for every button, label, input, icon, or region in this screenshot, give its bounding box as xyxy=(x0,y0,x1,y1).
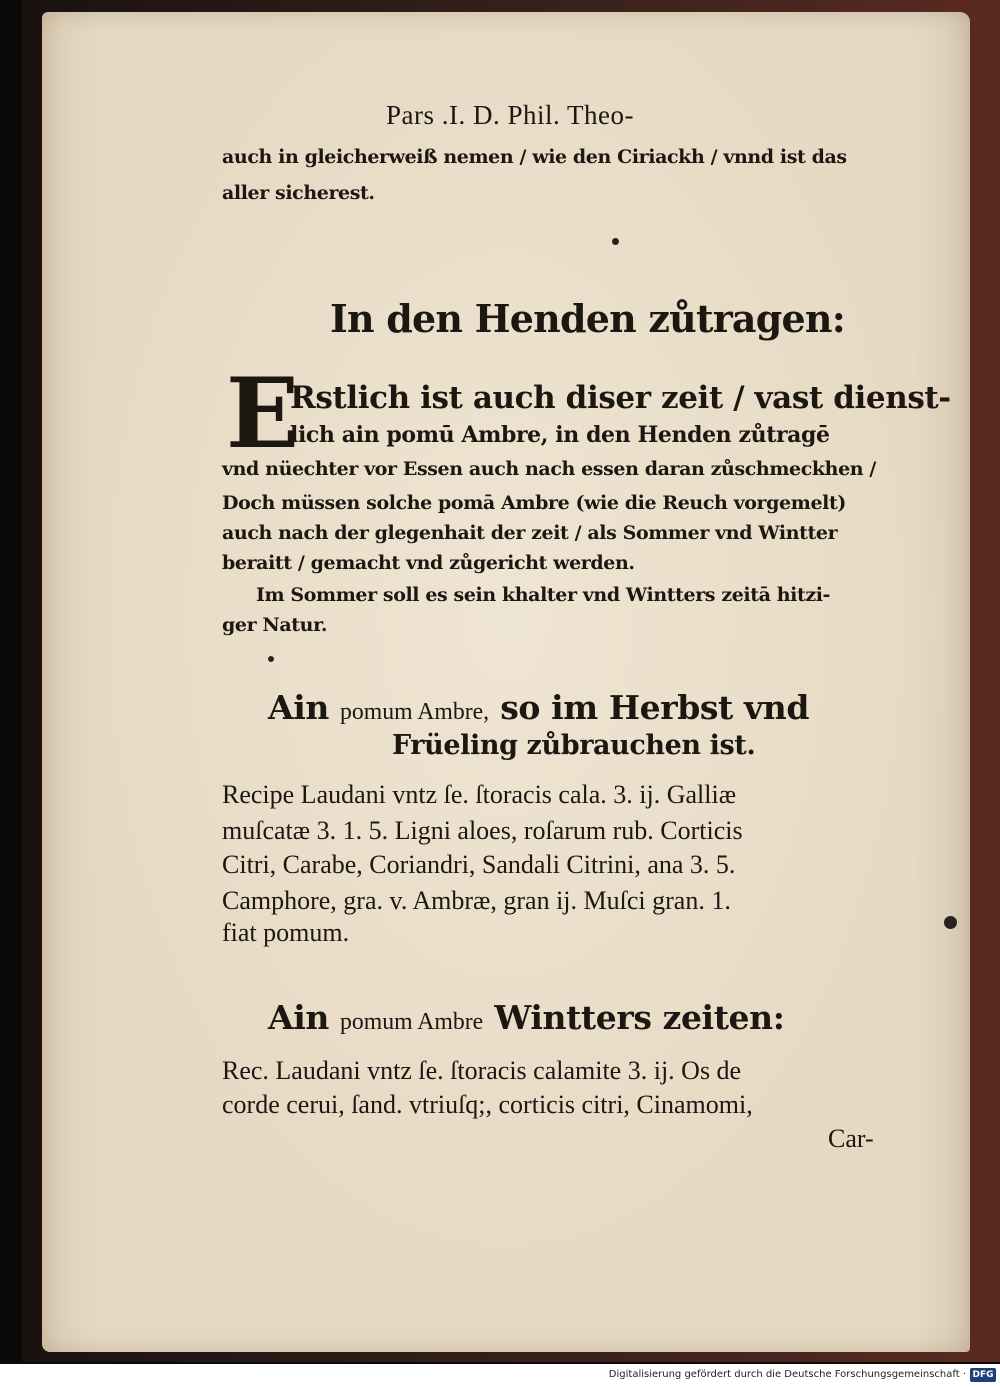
dfg-logo-icon: DFG xyxy=(970,1368,996,1382)
body-line-6: beraitt / gemacht vnd zůgericht werden. xyxy=(222,552,635,574)
heading-word-ain: Ain xyxy=(268,998,329,1037)
running-head: Pars .I. D. Phil. Theo- xyxy=(386,100,634,130)
body-line-4: Doch müssen solche pomā Ambre (wie die Reuch vorgemelt) xyxy=(222,492,846,514)
section-heading-wintters xyxy=(268,998,785,1037)
heading-pomum-ambre: pomum Ambre, xyxy=(340,699,490,725)
recipe-line-2: muſcatæ 3. 1. 5. Ligni aloes, roſarum rub. Corticis xyxy=(222,816,743,845)
body-line-8: ger Natur. xyxy=(222,614,328,636)
intro-line-2: aller sicherest. xyxy=(222,182,375,204)
recipe-line-4: Camphore, gra. v. Ambræ, gran ij. Muſci gran. 1. xyxy=(222,886,731,915)
body-line-3: vnd nüechter vor Essen auch nach essen daran zůschmeckhen / xyxy=(222,458,876,480)
body-line-1: Rstlich ist auch diser zeit / vast dienst- xyxy=(290,380,951,416)
digitization-footer xyxy=(0,1364,1000,1387)
heading-word-ain: Ain xyxy=(268,688,329,727)
recipe-line-5: fiat pomum. xyxy=(222,918,350,947)
footer-credit: Digitalisierung gefördert durch die Deutsche Forschungsgemeinschaft · xyxy=(608,1369,966,1380)
section-heading-herbst-line-2: Früeling zůbrauchen ist. xyxy=(392,730,756,761)
ink-spot xyxy=(268,656,274,662)
section-heading-henden: In den Henden zůtragen: xyxy=(330,296,845,341)
heading-pomum-ambre: pomum Ambre xyxy=(340,1009,484,1035)
catchword: Car- xyxy=(828,1124,874,1153)
body-line-7: Im Sommer soll es sein khalter vnd Wintters zeitā hitzi- xyxy=(256,584,831,606)
recipe2-line-1: Rec. Laudani vntz ſe. ſtoracis calamite 3. ij. Os de xyxy=(222,1056,742,1085)
intro-line-1: auch in gleicherweiß nemen / wie den Ciriackh / vnnd ist das xyxy=(222,146,847,168)
drop-cap: E xyxy=(226,357,300,470)
body-line-2: lich ain pomū Ambre, in den Henden zůtragē xyxy=(290,422,830,448)
body-line-5: auch nach der glegenhait der zeit / als Sommer vnd Wintter xyxy=(222,522,838,544)
recipe2-line-2: corde cerui, ſand. vtriuſq;, corticis citri, Cinamomi, xyxy=(222,1090,753,1119)
heading-wintters-text: Wintters zeiten: xyxy=(494,998,785,1037)
recipe-line-3: Citri, Carabe, Coriandri, Sandali Citrini, ana 3. 5. xyxy=(222,850,736,879)
recipe-line-1: Recipe Laudani vntz ſe. ſtoracis cala. 3. ij. Galliæ xyxy=(222,780,737,809)
section-heading-herbst xyxy=(268,688,809,727)
ink-spot xyxy=(944,916,957,929)
heading-herbst-text: so im Herbst vnd xyxy=(500,688,810,727)
ink-spot xyxy=(612,238,619,245)
